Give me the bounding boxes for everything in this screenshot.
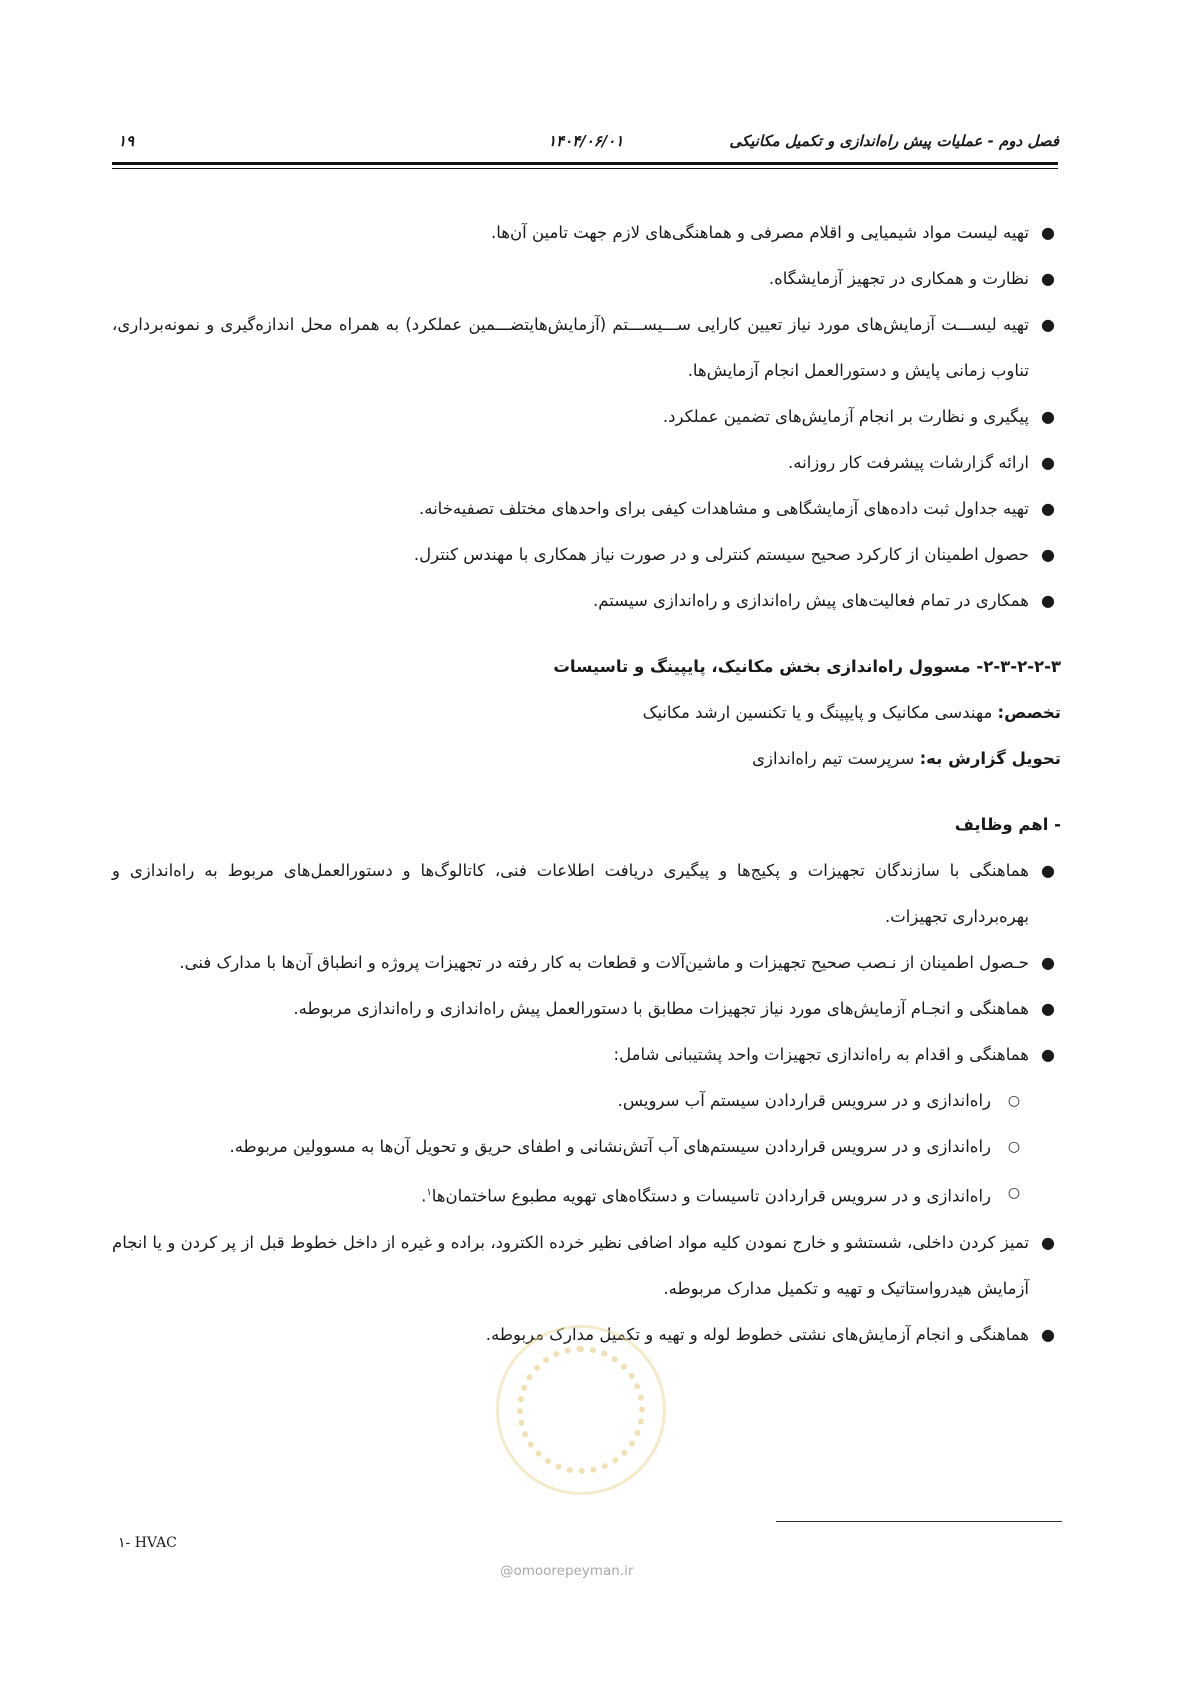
list-item: ● حـصول اطمینان از نـصب صحیح تجهیزات و ماشین‌آلات و قطعات به کار رفته در تجهیزات پروژه و انطباق آن‌ها با مدارک فنی. [112,940,1061,986]
circle-bullet-icon: ○ [1007,1093,1021,1109]
circle-bullet-icon: ○ [1007,1139,1021,1155]
list-item: ● تهیه لیست مواد شیمیایی و اقلام مصرفی و هماهنگی‌های لازم جهت تامین آن‌ها. [112,210,1061,256]
bullet-icon: ● [1041,1232,1055,1252]
list-item: ● تهیه لیســـت آزمایش‌های مورد نیاز تعیین کارایی ســـیســـتم (آزمایش‌هایتضـــمین عملکرد) به همراه محل اندازه‌گیری و نمونه‌برداری، تناوب زمانی پایش و دستورالعمل انجام آزمایش‌ها. [112,302,1061,394]
bullet-icon: ● [1041,269,1055,288]
page-number: ۱۹ [118,132,135,150]
specialty-line: تخصص: مهندسی مکانیک و پایپینگ و یا تکنسین ارشد مکانیک [642,703,1061,722]
bullet-icon: ● [1041,453,1055,472]
bullet-icon: ● [1041,591,1055,610]
list-item: ● هماهنگی و اقدام به راه‌اندازی تجهیزات واحد پشتیبانی شامل: [112,1032,1061,1078]
bullet-icon: ● [1041,953,1055,972]
list-item: ● پیگیری و نظارت بر انجام آزمایش‌های تضمین عملکرد. [112,394,1061,440]
bullet-icon: ● [1041,315,1055,334]
duties-heading: - اهم وظایف [954,815,1061,834]
circle-bullet-icon: ○ [1007,1185,1021,1201]
report-to-line: تحویل گزارش به: سرپرست تیم راه‌اندازی [752,749,1061,768]
list-item: ● هماهنگی و انجام آزمایش‌های نشتی خطوط لوله و تهیه و تکمیل مدارک مربوطه. [112,1312,1061,1358]
bullet-icon: ● [1041,1045,1055,1064]
list-item: ● نظارت و همکاری در تجهیز آزمایشگاه. [112,256,1061,302]
page-body [112,210,1061,1358]
list-item: ● هماهنگی با سازندگان تجهیزات و پکیج‌ها و پیگیری دریافت اطلاعات فنی، کاتالوگ‌ها و دستورالعمل‌های مربوط به راه‌اندازی و بهره‌برداری تجهیزات. [112,848,1061,940]
bullet-icon: ● [1041,499,1055,518]
bullet-icon: ● [1041,545,1055,564]
bullet-icon: ● [1041,861,1055,880]
section-heading: ۲-۳-۲-۲-۳- مسوول راه‌اندازی بخش مکانیک، پایپینگ و تاسیسات [553,657,1061,676]
list-item: ● ارائه گزارشات پیشرفت کار روزانه. [112,440,1061,486]
list-item: ● تهیه جداول ثبت داده‌های آزمایشگاهی و مشاهدات کیفی برای واحدهای مختلف تصفیه‌خانه. [112,486,1061,532]
footnote: ۱- HVAC [118,1535,177,1551]
bullet-icon: ● [1041,999,1055,1018]
footnote-rule [776,1521,1062,1522]
sub-list-item: ○ راه‌اندازی و در سرویس قراردادن تاسیسات و دستگاه‌های تهویه مطبوع ساختمان‌ها$^۱$. [112,1170,1061,1220]
watermark-seal-icon [496,1325,666,1495]
watermark-url: @omoorepeyman.ir [500,1563,634,1579]
running-header-title: فصل دوم - عملیات پیش راه‌اندازی و تکمیل مکانیکی [729,132,1059,150]
bullet-icon: ● [1041,407,1055,426]
running-header-date: ۱۴۰۴/۰۶/۰۱ [548,132,624,150]
list-item: ● تمیز کردن داخلی، شستشو و خارج نمودن کلیه مواد اضافی نظیر خرده الکترود، براده و غیره از داخل خطوط قبل از پر کردن و یا انجام آزمایش هیدرواستاتیک و تهیه و تکمیل مدارک مربوطه. [112,1220,1061,1312]
header-rule-thick [112,162,1058,165]
bullet-icon: ● [1041,1324,1055,1344]
footnote-ref: ۱ [426,1187,432,1198]
list-item: ● همکاری در تمام فعالیت‌های پیش راه‌اندازی و راه‌اندازی سیستم. [112,578,1061,624]
sub-list-item: ○ راه‌اندازی و در سرویس قراردادن سیستم‌های آب آتش‌نشانی و اطفای حریق و تحویل آن‌ها به مسوولین مربوطه. [112,1124,1061,1170]
list-item: ● حصول اطمینان از کارکرد صحیح سیستم کنترلی و در صورت نیاز همکاری با مهندس کنترل. [112,532,1061,578]
bullet-icon: ● [1041,223,1055,242]
sub-list-item: ○ راه‌اندازی و در سرویس قراردادن سیستم آب سرویس. [112,1078,1061,1124]
header-rule-thin [112,168,1058,169]
list-item: ● هماهنگی و انجـام آزمایش‌های مورد نیاز تجهیزات مطابق با دستورالعمل پیش راه‌اندازی و راه‌اندازی مربوطه. [112,986,1061,1032]
